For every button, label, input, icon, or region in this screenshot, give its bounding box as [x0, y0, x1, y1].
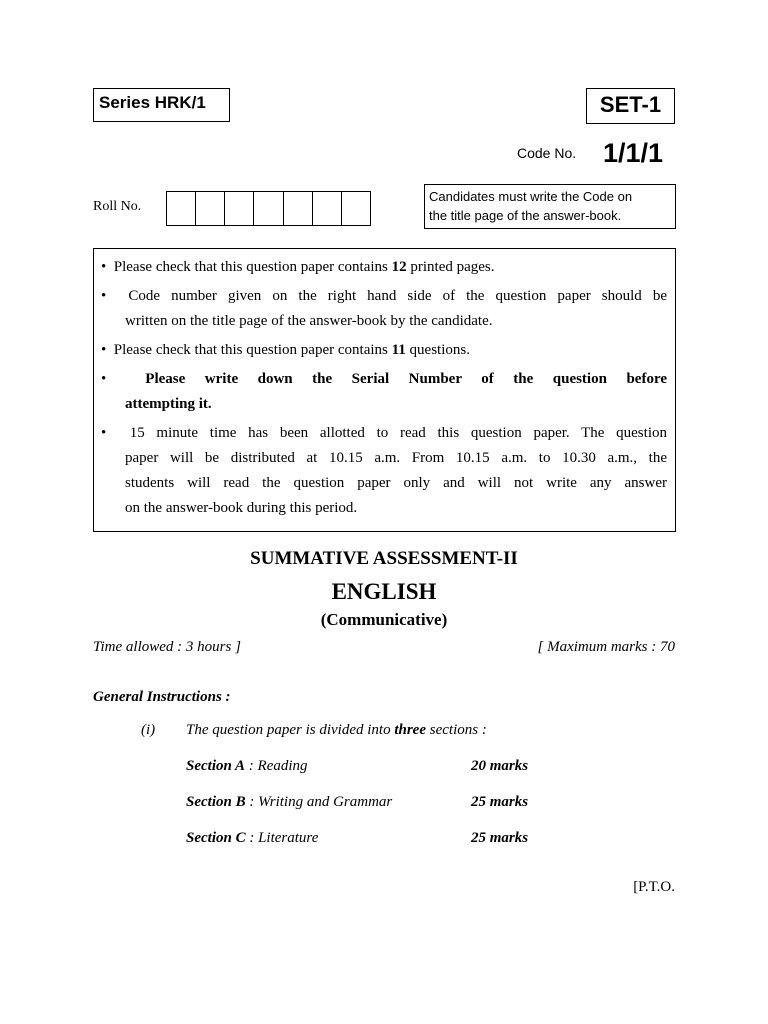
roll-number-grid — [166, 191, 371, 226]
section-b-row: Section B : Writing and Grammar — [186, 794, 393, 810]
instructions-box — [93, 248, 676, 532]
please-turn-over: [P.T.O. — [633, 879, 675, 895]
roll-cell — [284, 192, 313, 225]
roll-cell — [167, 192, 196, 225]
variant-title: (Communicative) — [320, 610, 448, 629]
general-instructions-heading: General Instructions : — [93, 689, 231, 705]
section-a-marks: 20 marks — [471, 758, 529, 774]
subject-title: ENGLISH — [331, 579, 437, 604]
section-a-row: Section A : Reading — [186, 758, 308, 774]
series-label: Series HRK/1 — [93, 88, 230, 122]
instruction-item: • Please write down the Serial Number of the question before attempting it. — [101, 371, 667, 412]
note-line: Candidates must write the Code on — [429, 189, 633, 204]
time-allowed: Time allowed : 3 hours ] — [93, 639, 241, 655]
code-value: 1/1/1 — [603, 138, 664, 168]
section-c-row: Section C : Literature — [186, 830, 319, 846]
set-label: SET-1 — [586, 88, 675, 124]
section-c-marks: 25 marks — [471, 830, 529, 846]
instruction-item: • Please check that this question paper contains 12 printed pages. — [101, 259, 495, 275]
roll-cell — [196, 192, 225, 225]
roll-cell — [225, 192, 254, 225]
note-line: the title page of the answer-book. — [429, 208, 622, 223]
maximum-marks: [ Maximum marks : 70 — [537, 639, 675, 655]
instruction-item: • 15 minute time has been allotted to read this question paper. The question paper will be distributed at 10.15 a.m. From 10.15 a.m. to 10.30 a.m., the students will read the question paper only and will not write any answer on the answer-book during this period. — [101, 425, 667, 516]
section-b-marks: 25 marks — [471, 794, 529, 810]
roll-cell — [313, 192, 342, 225]
item-number: (i) — [141, 722, 156, 738]
roll-label: Roll No. — [93, 199, 142, 214]
candidate-code-note — [424, 184, 676, 229]
instruction-item: • Please check that this question paper contains 11 questions. — [101, 342, 470, 358]
item-text: The question paper is divided into three sections : — [186, 722, 487, 738]
code-label: Code No. — [517, 145, 577, 161]
instruction-item: • Code number given on the right hand side of the question paper should be written on the title page of the answer-book by the candidate. — [101, 288, 667, 329]
roll-cell — [254, 192, 283, 225]
assessment-title: SUMMATIVE ASSESSMENT-II — [250, 548, 518, 569]
roll-cell — [342, 192, 370, 225]
